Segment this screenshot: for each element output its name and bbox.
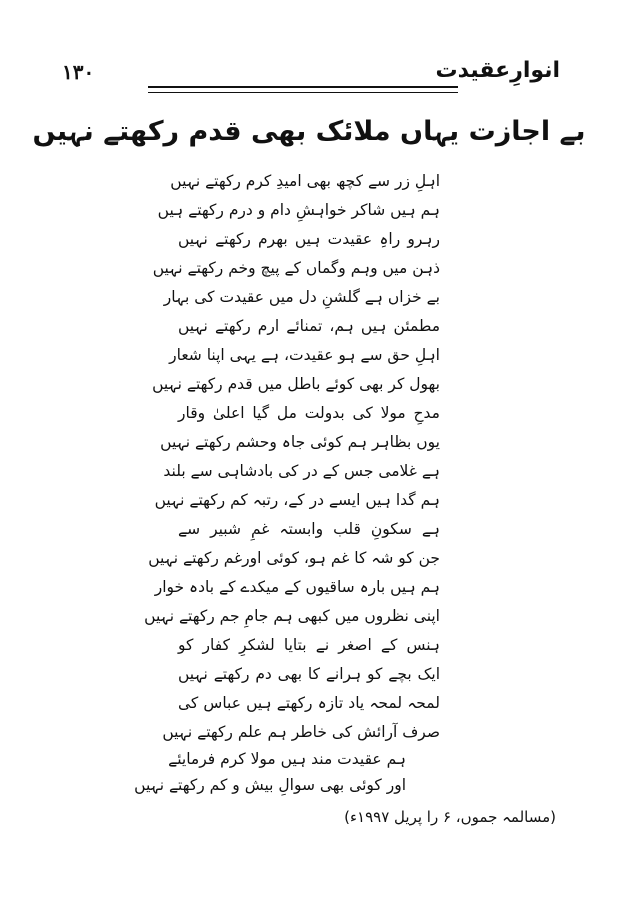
closing-verse-line: اور کوئی بھی سوالِ بیش و کم رکھتے نہیں [134, 776, 406, 794]
source-note: (مسالمہ جموں، ۶ را پریل ۱۹۹۷ء) [344, 808, 556, 826]
verse-line: ہم گدا ہیں ایسے در کے، رتبہ کم رکھتے نہیں [154, 491, 440, 509]
verse-line: ہے سکونِ قلب وابستہ غمِ شبیر سے [178, 520, 440, 538]
verse-line: ایک بچے کو ہرانے کا بھی دم رکھتے نہیں [178, 665, 440, 683]
verse-line: اپنی نظروں میں کبھی ہم جامِ جم رکھتے نہیں [144, 607, 440, 625]
header-rule-thin [148, 92, 458, 93]
verse-line: اہلِ زر سے کچھ بھی امیدِ کرم رکھتے نہیں [170, 172, 440, 190]
closing-verse-line: ہم عقیدت مند ہیں مولا کرم فرمایئے [168, 750, 406, 768]
verse-line: ذہن میں وہم وگماں کے پیچ وخم رکھتے نہیں [152, 259, 440, 277]
verse-line: اہلِ حق سے ہو عقیدت، ہے یہی اپنا شعار [169, 346, 440, 364]
verse-line: بے خزاں ہے گلشنِ دل میں عقیدت کی بہار [163, 288, 440, 306]
verse-line: صرف آرائش کی خاطر ہم علم رکھتے نہیں [162, 723, 440, 741]
verse-line: رہرو راہِ عقیدت ہیں بھرم رکھتے نہیں [178, 230, 440, 248]
poem-title: بے اجازت یہاں ملائک بھی قدم رکھتے نہیں [32, 116, 586, 147]
verse-line: ہم ہیں بارہ ساقیوں کے میکدے کے بادہ خوار [154, 578, 440, 596]
verse-line: ہم ہیں شاکر خواہشِ دام و درم رکھتے ہیں [157, 201, 440, 219]
page-header [60, 58, 560, 98]
page-number: ۱۳۰ [62, 60, 95, 84]
verse-line: لمحہ لمحہ یاد تازہ رکھتے ہیں عباس کی [178, 694, 440, 712]
verse-line: ہے غلامی جس کے در کی بادشاہی سے بلند [163, 462, 440, 480]
verse-line: بھول کر بھی کوئے باطل میں قدم رکھتے نہیں [152, 375, 440, 393]
verse-line: مطمئن ہیں ہم، تمنائے ارم رکھتے نہیں [178, 317, 440, 335]
verse-line: یوں بظاہر ہم کوئی جاہ وحشم رکھتے نہیں [160, 433, 440, 451]
verse-line: جن کو شہ کا غم ہو، کوئی اورغم رکھتے نہیں [148, 549, 440, 567]
header-rule [148, 86, 458, 88]
running-title: انوارِعقیدت [435, 58, 560, 83]
verse-line: مدحِ مولا کی بدولت مل گیا اعلیٰ وقار [178, 404, 440, 422]
verse-line: ہنس کے اصغر نے بتایا لشکرِ کفار کو [178, 636, 440, 654]
